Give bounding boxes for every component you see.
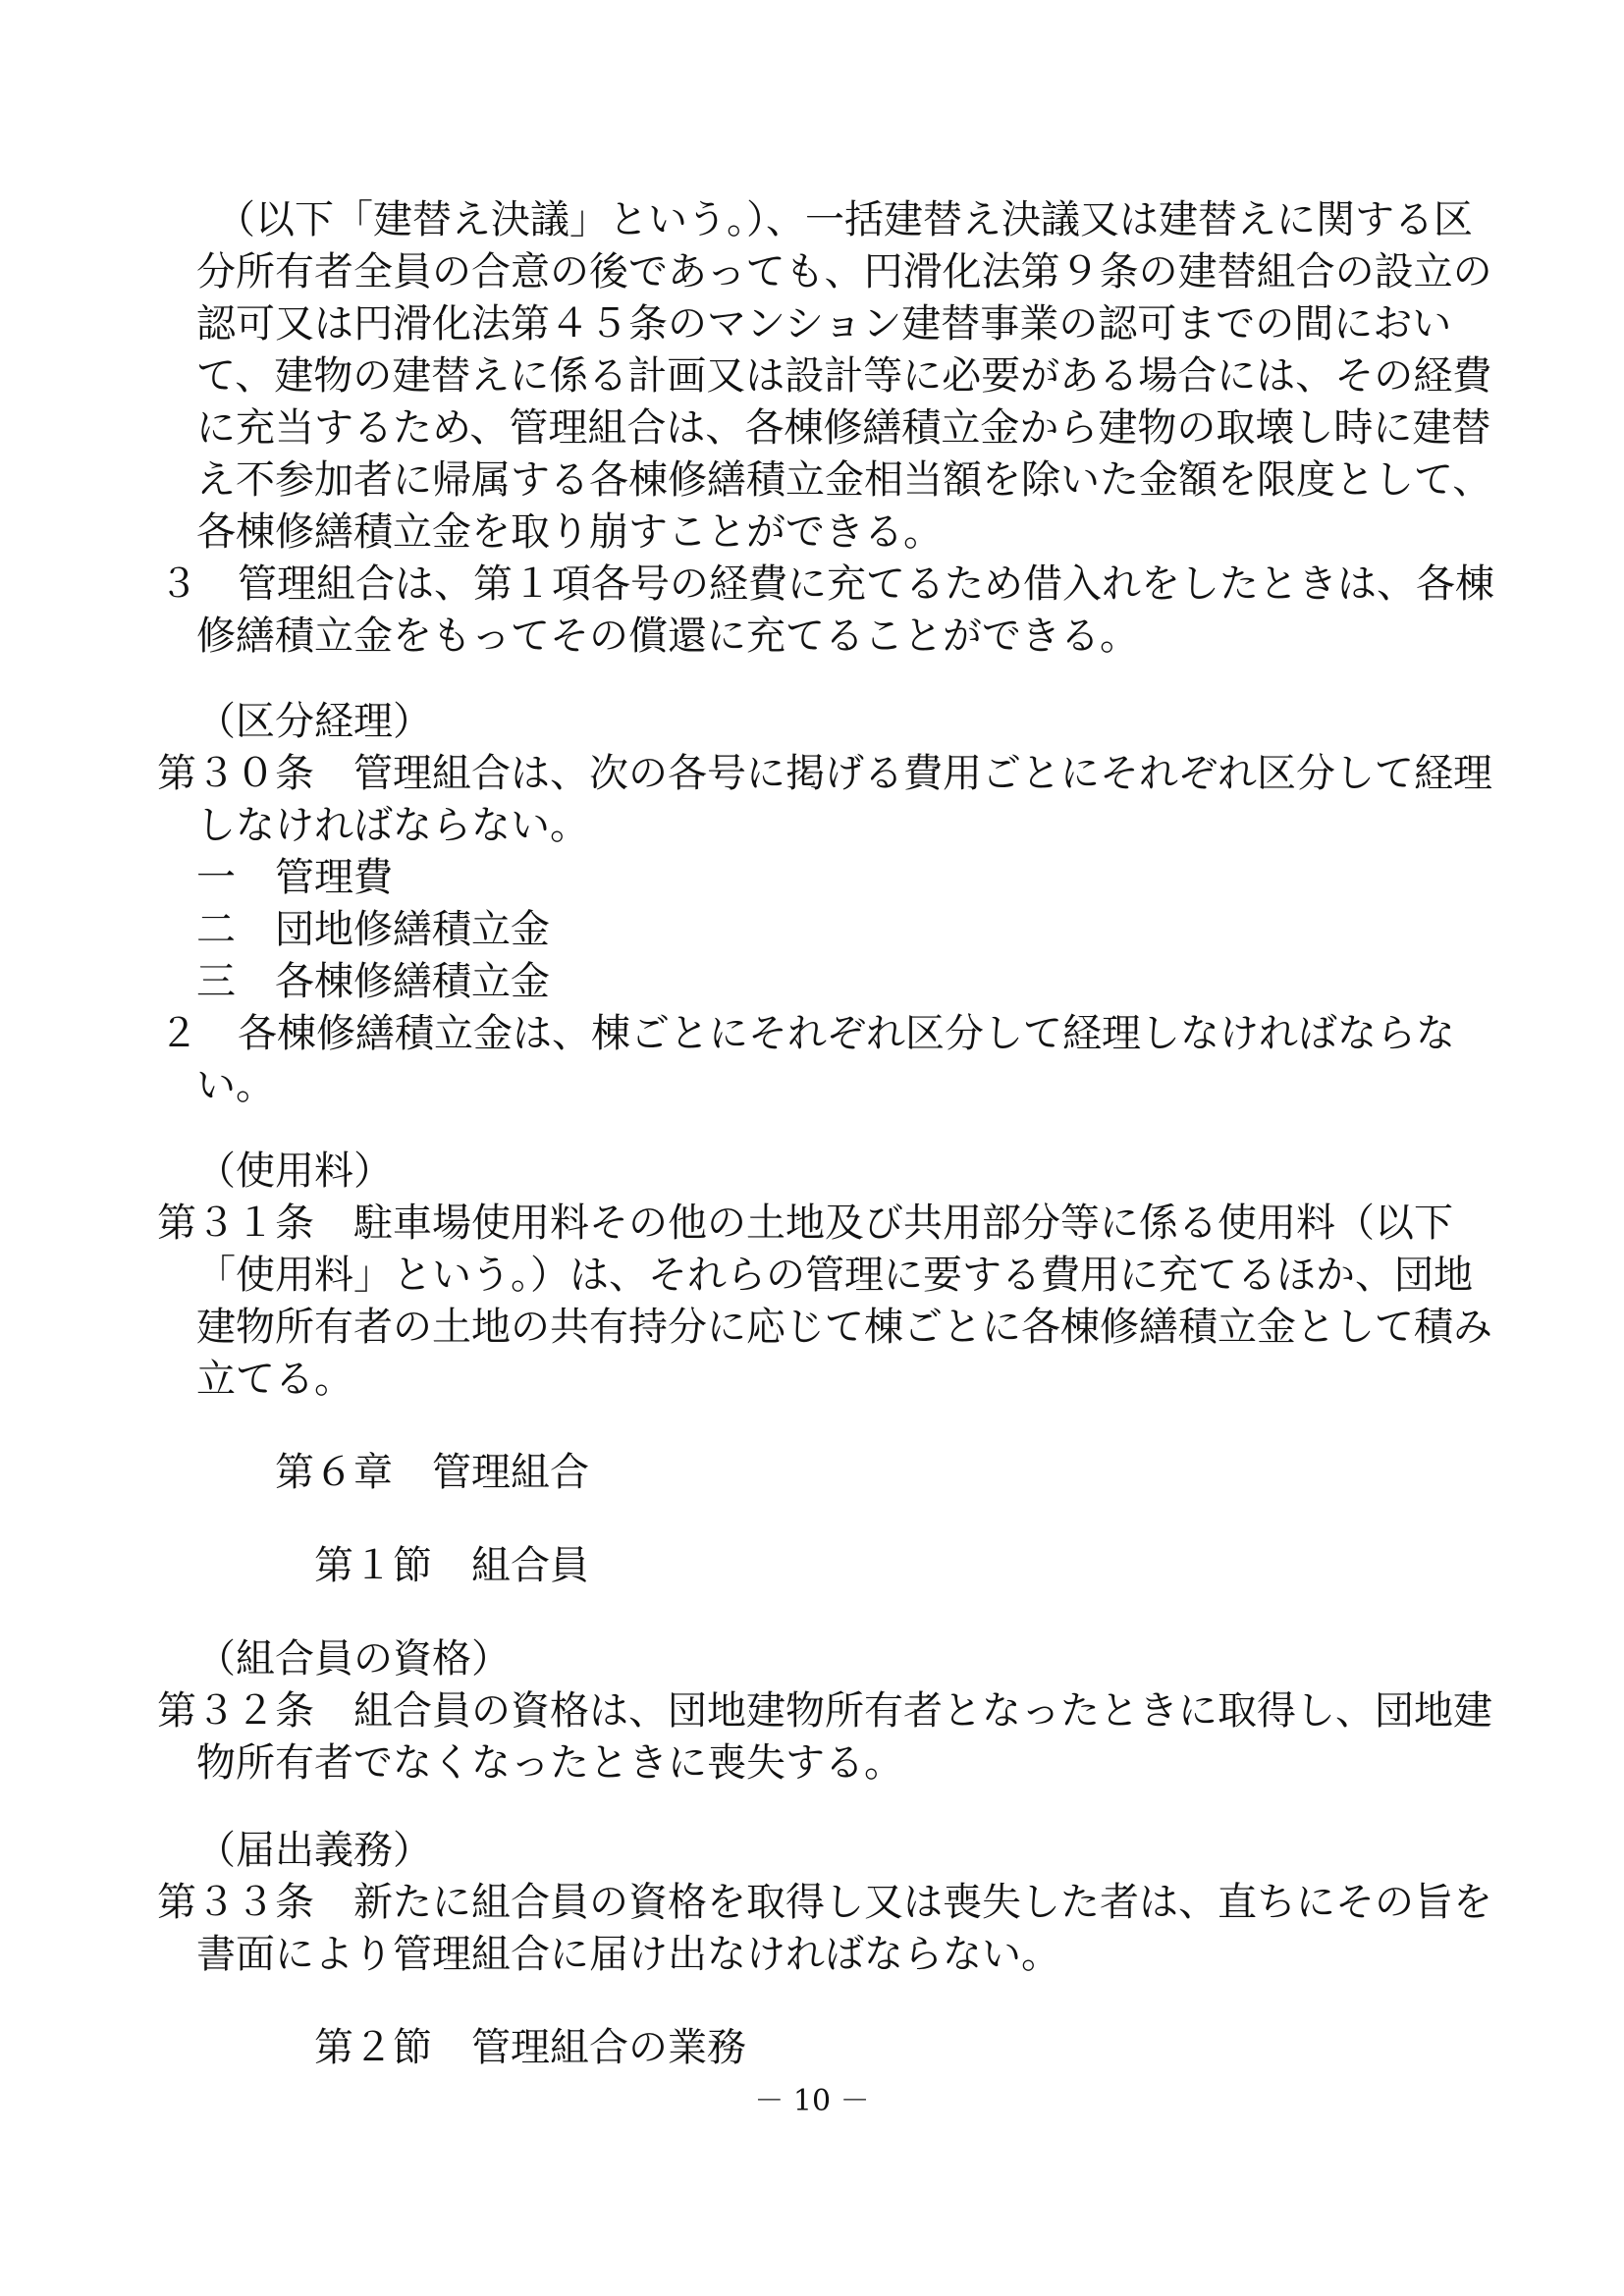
article-31-line: 「使用料」という。）は、それらの管理に要する費用に充てるほか、団地	[196, 1253, 1473, 1298]
article-31-line: 第３１条 駐車場使用料その他の土地及び共用部分等に係る使用料（以下	[157, 1201, 1453, 1246]
page-number: － 10 －	[754, 2084, 870, 2118]
article-31-caption: （使用料）	[196, 1148, 393, 1194]
article-32-line: 第３２条 組合員の資格は、団地建物所有者となったときに取得し、団地建	[157, 1688, 1492, 1734]
article-30-item: 二 団地修繕積立金	[196, 907, 550, 952]
paragraph-3-line: ３ 管理組合は、第１項各号の経費に充てるため借入れをしたときは、各棟	[159, 561, 1494, 607]
article-30-line: 第３０条 管理組合は、次の各号に掲げる費用ごとにそれぞれ区分して経理	[157, 751, 1492, 796]
article-31-line: 建物所有者の土地の共有持分に応じて棟ごとに各棟修繕積立金として積み	[196, 1305, 1492, 1350]
text-line: え不参加者に帰属する各棟修繕積立金相当額を除いた金額を限度として、	[196, 457, 1492, 503]
article-33-caption: （届出義務）	[196, 1828, 432, 1873]
paragraph-3-line: 修繕積立金をもってその償還に充てることができる。	[196, 614, 1139, 659]
article-33-line: 第３３条 新たに組合員の資格を取得し又は喪失した者は、直ちにその旨を	[157, 1880, 1492, 1925]
section-heading: 第２節 管理組合の業務	[314, 2025, 746, 2070]
chapter-heading: 第６章 管理組合	[275, 1450, 589, 1495]
article-30-paragraph-2-line: い。	[196, 1063, 275, 1108]
article-32-line: 物所有者でなくなったときに喪失する。	[196, 1740, 903, 1786]
article-32-caption: （組合員の資格）	[196, 1636, 511, 1682]
article-30-line: しなければならない。	[196, 803, 589, 848]
text-line: 認可又は円滑化法第４５条のマンション建替事業の認可までの間におい	[196, 301, 1452, 347]
article-31-line: 立てる。	[196, 1357, 353, 1402]
text-line: に充当するため、管理組合は、各棟修繕積立金から建物の取壊し時に建替	[196, 405, 1491, 451]
article-30-caption: （区分経理）	[196, 699, 432, 744]
article-33-line: 書面により管理組合に届け出なければならない。	[196, 1932, 1060, 1977]
section-heading: 第１節 組合員	[314, 1543, 589, 1588]
text-line: て、建物の建替えに係る計画又は設計等に必要がある場合には、その経費	[196, 353, 1492, 399]
text-line: 各棟修繕積立金を取り崩すことができる。	[196, 509, 943, 555]
text-line: 分所有者全員の合意の後であっても、円滑化法第９条の建替組合の設立の	[196, 249, 1492, 294]
text-line: （以下「建替え決議」という。）、一括建替え決議又は建替えに関する区	[216, 197, 1473, 242]
article-30-item: 一 管理費	[196, 855, 393, 900]
article-30-item: 三 各棟修繕積立金	[196, 959, 550, 1004]
article-30-paragraph-2-line: ２ 各棟修繕積立金は、棟ごとにそれぞれ区分して経理しなければならな	[159, 1011, 1455, 1056]
